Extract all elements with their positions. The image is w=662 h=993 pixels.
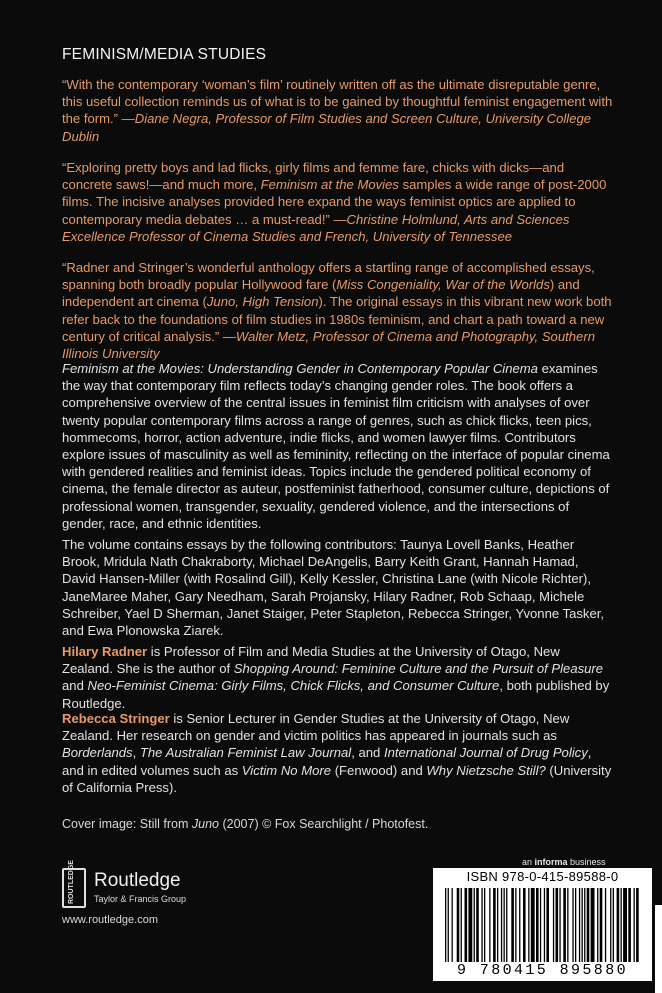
barcode-bar xyxy=(575,888,576,962)
praise-quote-2 xyxy=(62,159,614,245)
barcode-bar xyxy=(465,888,468,962)
bio-text: , and in edited volumes such as xyxy=(62,745,592,778)
routledge-logo-icon xyxy=(62,860,86,908)
informa-business-label xyxy=(522,857,606,867)
description-text: examines the way that contemporary film reflects today’s changing gender roles. The book offers a comprehensive overview of the central issues in feminist film criticism with analyses of over twenty popular contemporary films across a range of genres, such as chick flicks, teen pics, hommecoms, horror, action adventure, indie flicks, and women lawyer films. Contributors explore issues of masculinity as well as femininity, reflecting on the interface of popular cinema with gendered realities and feminist ideas. Topics include the gendered political economy of cinema, the female director as auteur, postfeminist fatherhood, consumer culture, depictions of professional women, transgender, sexuality, gendered violence, and the intersections of gender, race, and ethnic identities. xyxy=(62,361,610,531)
barcode-bar xyxy=(493,888,496,962)
barcode-digits: 9 780415 895880 xyxy=(456,962,629,979)
barcode-bar xyxy=(497,888,498,962)
barcode-bar xyxy=(636,888,639,962)
informa-brand: informa xyxy=(534,857,568,867)
isbn-number: ISBN 978-0-415-89588-0 xyxy=(466,869,619,884)
barcode-bar xyxy=(563,888,566,962)
barcode-bar xyxy=(579,888,580,962)
barcode-bar xyxy=(523,888,526,962)
journal-title: The Australian Feminist Law Journal xyxy=(139,745,352,761)
barcode-bar xyxy=(623,888,627,962)
bio-text: (University of California Press). xyxy=(62,762,612,795)
barcode-bar xyxy=(504,888,505,962)
volume-title: Why Nietzsche Still? xyxy=(426,762,546,778)
barcode-bar xyxy=(634,888,635,962)
barcode-bar xyxy=(567,888,568,962)
barcode-bar xyxy=(613,888,614,962)
quote-credit: —Walter Metz, Professor of Cinema and Photography, Southern Illinois University xyxy=(62,328,595,362)
barcode-bar xyxy=(621,888,622,962)
category-label: FEMINISM/MEDIA STUDIES xyxy=(62,46,267,63)
journal-title: Borderlands xyxy=(62,745,133,761)
film-titles: Juno, High Tension xyxy=(206,294,319,310)
volume-title: Victim No More xyxy=(241,762,332,778)
bio-text: , and xyxy=(351,745,384,761)
book-title: Feminism at the Movies xyxy=(260,177,399,193)
journal-title: International Journal of Drug Policy xyxy=(383,745,588,761)
barcode-bar xyxy=(587,888,590,962)
barcode-bar xyxy=(474,888,475,962)
barcode-bar xyxy=(544,888,545,962)
book-title: Shopping Around: Feminine Culture and the Pursuit of Pleasure xyxy=(233,661,604,677)
barcode-bar xyxy=(501,888,502,962)
isbn-barcode xyxy=(433,868,652,981)
quote-text: “Exploring pretty boys and lad flicks, girly films and femme fare, chicks with dicks—and concrete saws!—and much more, xyxy=(62,160,565,193)
barcode-bar xyxy=(605,888,606,962)
logo-wordmark: ROUTLEDGE xyxy=(68,860,75,904)
barcode-bar xyxy=(610,888,611,962)
barcode-bar xyxy=(559,888,560,962)
barcode-bar xyxy=(572,888,573,962)
film-title: Juno xyxy=(191,817,220,831)
barcode-bar xyxy=(553,888,554,962)
barcode-bars-icon xyxy=(443,888,642,962)
informa-suffix: business xyxy=(567,857,606,867)
edge-strip xyxy=(655,905,662,993)
barcode-bar xyxy=(591,888,595,962)
barcode-bar xyxy=(448,888,449,962)
quote-credit: —Diane Negra, Professor of Film Studies and Screen Culture, University College Dublin xyxy=(62,111,592,144)
barcode-bar xyxy=(481,888,482,962)
publisher-block xyxy=(62,860,302,938)
barcode-bar xyxy=(628,888,631,962)
barcode-bar xyxy=(540,888,541,962)
author-bio-radner xyxy=(62,643,614,712)
praise-quote-3 xyxy=(62,259,614,362)
bio-text: and xyxy=(62,678,88,694)
barcode-bar xyxy=(528,888,529,962)
barcode-bar xyxy=(519,888,520,962)
barcode-bar xyxy=(600,888,603,962)
barcode-bar xyxy=(457,888,460,962)
quote-text: ). The original essays in this vibrant new work both refer back to the foundations of film studies in 1980s feminism, and chart a path toward a new century of critical analysis.” xyxy=(62,294,612,344)
barcode-bar xyxy=(484,888,485,962)
quote-text: samples a wide range of post-2000 films. The incisive analyses provided here expand the ways feminist optics are applied to contemporary media debates … a must-read!” xyxy=(62,177,607,227)
bio-text: (Fenwood) and xyxy=(331,762,427,778)
bio-text: is Senior Lecturer in Gender Studies at the University of Otago, New Zealand. Her research on gender and victim politics has appeared in journals such as xyxy=(62,711,570,744)
quote-text: ) and independent art cinema ( xyxy=(62,277,580,310)
barcode-bar xyxy=(476,888,479,962)
barcode-bar xyxy=(536,888,539,962)
bio-text: is Professor of Film and Media Studies at the University of Otago, New Zealand. She is the author of xyxy=(62,644,560,677)
quote-credit: —Christine Holmlund, Arts and Sciences Excellence Professor of Cinema Studies and French, University of Tennessee xyxy=(62,211,570,244)
barcode-bar xyxy=(597,888,598,962)
credit-text: (2007) © Fox Searchlight / Photofest. xyxy=(219,817,429,831)
publisher-name: Routledge xyxy=(94,870,181,891)
publisher-url[interactable]: www.routledge.com xyxy=(62,914,158,926)
barcode-bar xyxy=(584,888,585,962)
book-description xyxy=(62,360,614,532)
book-title: Neo-Feminist Cinema: Girly Films, Chick Flicks, and Consumer Culture xyxy=(87,678,500,694)
informa-prefix: an xyxy=(522,857,535,867)
barcode-bar xyxy=(556,888,559,962)
author-bio-stringer xyxy=(62,710,614,796)
barcode-bar xyxy=(461,888,462,962)
credit-text: Cover image: Still from xyxy=(62,817,192,831)
author-name: Rebecca Stringer xyxy=(62,711,170,726)
barcode-bar xyxy=(452,888,453,962)
quote-text: “Radner and Stringer’s wonderful anthology offers a startling range of accomplished essays, spanning both broadly popular Hollywood fare ( xyxy=(62,260,595,293)
barcode-bar xyxy=(489,888,490,962)
barcode-bar xyxy=(468,888,472,962)
contributors-paragraph: The volume contains essays by the following contributors: Taunya Lovell Banks, Heather Brook, Mridula Nath Chakraborty, Michael DeAngelis, Barry Keith Grant, Hannah Hamad, David Hansen-Miller (with Rosalind Gill), Kelly Kessler, Christina Lane (with Nicole Richter), JaneMaree Maher, Gary Needham, Sarah Projansky, Hilary Radner, Rob Schaap, Michele Schreiber, Yael D Sherman, Janet Staiger, Peter Stapleton, Rebecca Stringer, Yvonne Tasker, and Ewa Plonowska Ziarek. xyxy=(62,537,605,639)
barcode-bar xyxy=(546,888,549,962)
barcode-bar xyxy=(511,888,514,962)
publisher-group: Taylor & Francis Group xyxy=(94,894,187,904)
barcode-bar xyxy=(506,888,507,962)
film-titles: Miss Congeniality, War of the Worlds xyxy=(336,277,550,293)
praise-quote-1 xyxy=(62,76,614,145)
bio-text: , both published by Routledge. xyxy=(62,678,610,711)
barcode-bar xyxy=(515,888,516,962)
barcode-bar xyxy=(445,888,446,962)
cover-image-credit xyxy=(62,817,428,831)
barcode-bar xyxy=(531,888,535,962)
quote-text: “With the contemporary ‘woman’s film’ routinely written off as the ultimate disreputable genre, this useful collection reminds us of what is to be gained by thoughtful feminist engagement with the form.” xyxy=(62,77,613,127)
barcode-bar xyxy=(617,888,620,962)
book-title: Feminism at the Movies: Understanding Gender in Contemporary Popular Cinema xyxy=(62,361,538,376)
barcode-bar xyxy=(582,888,583,962)
author-name: Hilary Radner xyxy=(62,644,148,659)
bio-text: , xyxy=(132,745,140,761)
